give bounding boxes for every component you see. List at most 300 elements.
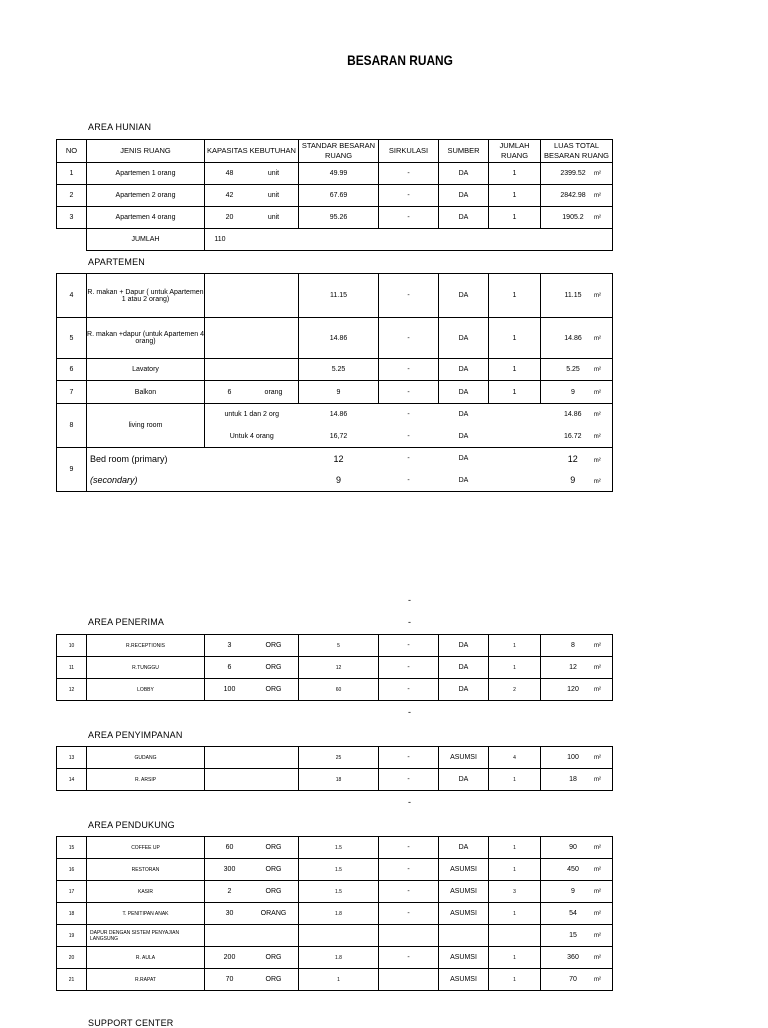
luas-value: 14.86 [563,411,582,419]
cell-sumber: DA [439,359,489,381]
cell-jumlah-label: JUMLAH [87,229,205,251]
cell-jumlah: 3 [489,881,541,903]
cell-sirkulasi: - [379,769,439,791]
cell-sumber: ASUMSI [439,969,489,991]
cell-luas [541,947,613,969]
luas-value: 8 [571,642,575,649]
header-kapasitas: KAPASITAS KEBUTUHAN [205,140,299,163]
cell-kapasitas [205,359,299,381]
cell-kapasitas [205,769,299,791]
unit-m2: m² [594,845,601,851]
dash-mark: - [408,707,411,717]
cell-luas [541,769,613,791]
cell-jenis: R. ARSIP [87,769,205,791]
cell-jumlah: 1 [489,163,541,185]
cell-no: 3 [57,207,87,229]
cell-standar: 9 [299,470,379,492]
unit-m2: m² [594,977,601,983]
cell-sumber: DA [439,381,489,404]
kapasitas-unit: unit [267,214,280,221]
table-row [57,318,613,359]
kapasitas-value: 48 [225,170,234,177]
unit-m2: m² [594,665,601,671]
luas-value: 9 [571,388,575,396]
cell-jumlah [489,426,541,448]
cell-luas [541,903,613,925]
table-row [57,359,613,381]
cell-luas [541,185,613,207]
cell-standar: 11.15 [299,274,379,318]
cell-no: 19 [57,925,87,947]
cell-kapasitas [205,274,299,318]
luas-value: 90 [569,844,577,851]
cell-standar: 1.5 [299,837,379,859]
cell-sirkulasi: - [379,881,439,903]
luas-value: 12 [567,453,578,464]
cell-kapasitas [205,635,299,657]
unit-m2: m² [594,215,601,221]
unit-m2: m² [594,911,601,917]
section-area-hunian: AREA HUNIAN [88,122,152,132]
cell-sirkulasi: - [379,381,439,404]
cell-sirkulasi: - [379,470,439,492]
cell-kapasitas [205,881,299,903]
cell-standar: 95.26 [299,207,379,229]
cell-jenis: (secondary) [87,470,299,492]
table-row [57,404,613,426]
cell-luas [541,318,613,359]
header-jenis-ruang: JENIS RUANG [87,140,205,163]
cell-standar: 9 [299,381,379,404]
cell-blank [57,229,87,251]
cell-sumber: DA [439,635,489,657]
unit-m2: m² [593,412,601,419]
dash-mark: - [408,617,411,627]
cell-sirkulasi [379,969,439,991]
cell-luas [541,359,613,381]
cell-standar: 12 [299,448,379,470]
cell-standar: 18 [299,769,379,791]
table-row [57,769,613,791]
jumlah-value: 110 [214,236,226,243]
cell-kapasitas: untuk 1 dan 2 org [205,404,299,426]
cell-sumber: DA [439,404,489,426]
cell-luas [541,635,613,657]
cell-sirkulasi: - [379,837,439,859]
cell-no: 1 [57,163,87,185]
cell-luas [541,859,613,881]
unit-m2: m² [594,687,601,693]
cell-standar: 1.8 [299,947,379,969]
cell-sumber: ASUMSI [439,881,489,903]
cell-sumber: DA [439,185,489,207]
cell-standar: 5.25 [299,359,379,381]
cell-sirkulasi: - [379,359,439,381]
cell-luas [541,381,613,404]
cell-luas [541,163,613,185]
cell-jumlah: 1 [489,318,541,359]
cell-luas [541,426,613,448]
cell-jenis: R. AULA [87,947,205,969]
cell-sumber: ASUMSI [439,859,489,881]
kapasitas-unit: ORG [265,844,282,851]
luas-value: 2399.52 [560,170,586,177]
luas-value: 14.86 [564,334,582,342]
luas-value: 450 [567,866,579,873]
luas-value: 9 [571,888,575,895]
cell-kapasitas [205,381,299,404]
luas-value: 100 [567,754,579,761]
cell-sirkulasi: - [379,859,439,881]
cell-luas [541,207,613,229]
cell-sumber: DA [439,318,489,359]
table-row [57,679,613,701]
kapasitas-value: 60 [225,844,234,851]
cell-sumber: DA [439,163,489,185]
cell-no: 17 [57,881,87,903]
cell-sirkulasi: - [379,657,439,679]
cell-no: 18 [57,903,87,925]
header-sumber: SUMBER [439,140,489,163]
cell-sumber: DA [439,679,489,701]
cell-sirkulasi: - [379,318,439,359]
cell-sumber: DA [439,448,489,470]
cell-sumber: DA [439,769,489,791]
cell-jenis: GUDANG [87,747,205,769]
table-row [57,881,613,903]
cell-jenis: R.RECEPTIONIS [87,635,205,657]
cell-standar: 60 [299,679,379,701]
cell-jenis: RESTORAN [87,859,205,881]
cell-jenis: Lavatory [87,359,205,381]
table-row [57,947,613,969]
cell-standar: 12 [299,657,379,679]
cell-jumlah [489,404,541,426]
unit-m2: m² [594,955,601,961]
cell-jumlah: 1 [489,769,541,791]
cell-luas [541,747,613,769]
cell-no: 4 [57,274,87,318]
cell-jumlah: 1 [489,207,541,229]
cell-luas [541,925,613,947]
luas-value: 16.72 [563,432,582,440]
dash-mark: - [408,797,411,807]
cell-sirkulasi: - [379,274,439,318]
cell-jumlah: 2 [489,679,541,701]
unit-m2: m² [593,433,601,440]
luas-value: 11.15 [564,292,582,299]
cell-jumlah: 1 [489,274,541,318]
luas-value: 5.25 [566,366,580,373]
table-row [57,635,613,657]
cell-sumber: DA [439,837,489,859]
section-support-center: SUPPORT CENTER [88,1018,174,1028]
kapasitas-value: 42 [225,192,234,199]
kapasitas-value: 20 [225,214,234,221]
cell-luas [541,274,613,318]
cell-jumlah: 1 [489,969,541,991]
cell-jenis: R. makan + Dapur ( untuk Apartemen 1 atau 2 orang) [87,274,205,318]
page-title: BESARAN RUANG [347,52,453,68]
unit-m2: m² [593,457,601,464]
kapasitas-unit: ORG [265,664,282,671]
cell-sumber: DA [439,426,489,448]
cell-luas [541,404,613,426]
table-area-hunian [56,139,613,251]
unit-m2: m² [594,171,601,177]
cell-sumber: ASUMSI [439,947,489,969]
cell-kapasitas [205,657,299,679]
section-area-pendukung: AREA PENDUKUNG [88,820,175,830]
luas-value: 1905.2 [562,214,584,221]
cell-standar: 16,72 [299,426,379,448]
kapasitas-value: 2 [227,888,232,895]
header-luas-total: LUAS TOTAL BESARAN RUANG [541,140,613,163]
kapasitas-unit: unit [267,192,280,199]
unit-m2: m² [593,479,601,486]
cell-jumlah: 1 [489,657,541,679]
cell-sirkulasi: - [379,635,439,657]
cell-standar: 14.86 [299,318,379,359]
kapasitas-value: 300 [223,866,236,873]
cell-luas [541,657,613,679]
cell-jenis: R.RAPAT [87,969,205,991]
cell-standar [299,925,379,947]
table-row [57,859,613,881]
table-area-pendukung [56,836,613,991]
cell-sirkulasi [379,925,439,947]
cell-standar: 14.86 [299,404,379,426]
cell-luas [541,448,613,470]
kapasitas-unit: orang [264,388,283,396]
cell-jumlah: 1 [489,635,541,657]
kapasitas-value: 6 [227,388,232,396]
cell-sumber: ASUMSI [439,747,489,769]
cell-kapasitas [205,185,299,207]
unit-m2: m² [594,293,601,299]
cell-jumlah: 1 [489,359,541,381]
luas-value: 54 [569,910,577,917]
cell-no: 11 [57,657,87,679]
luas-value: 18 [569,776,577,783]
cell-luas [541,470,613,492]
cell-kapasitas [205,318,299,359]
kapasitas-value: 70 [225,976,234,983]
cell-jumlah [489,448,541,470]
header-no: NO [57,140,87,163]
cell-no: 13 [57,747,87,769]
cell-jenis: T. PENITIPAN ANAK [87,903,205,925]
table-area-penyimpanan [56,746,613,791]
cell-sumber: DA [439,657,489,679]
cell-jumlah: 1 [489,381,541,404]
unit-m2: m² [594,193,601,199]
cell-standar: 1.8 [299,903,379,925]
cell-standar: 1.5 [299,881,379,903]
cell-standar: 49.99 [299,163,379,185]
luas-value: 120 [567,686,579,693]
cell-no: 9 [57,448,87,492]
cell-standar: 67.69 [299,185,379,207]
header-sirkulasi: SIRKULASI [379,140,439,163]
kapasitas-unit: unit [267,170,280,177]
cell-kapasitas [205,837,299,859]
kapasitas-unit: ORG [265,954,282,961]
table-row [57,969,613,991]
cell-jumlah: 1 [489,859,541,881]
cell-kapasitas [205,859,299,881]
cell-jumlah: 1 [489,903,541,925]
kapasitas-unit: ORG [265,642,282,649]
cell-no: 12 [57,679,87,701]
cell-kapasitas [205,947,299,969]
cell-jumlah [489,470,541,492]
header-standar: STANDAR BESARAN RUANG [299,140,379,163]
cell-no: 15 [57,837,87,859]
unit-m2: m² [594,777,601,783]
cell-sirkulasi: - [379,947,439,969]
luas-value: 2842.98 [560,192,586,199]
cell-jenis: DAPUR DENGAN SISTEM PENYAJIAN LANGSUNG [87,925,205,947]
cell-no: 16 [57,859,87,881]
section-apartemen: APARTEMEN [88,257,145,267]
cell-no: 10 [57,635,87,657]
kapasitas-value: 6 [227,664,232,671]
luas-value: 12 [569,664,577,671]
cell-sirkulasi: - [379,903,439,925]
cell-jenis: COFFEE UP [87,837,205,859]
unit-m2: m² [594,933,601,939]
cell-no: 7 [57,381,87,404]
cell-sirkulasi: - [379,448,439,470]
table-row [57,837,613,859]
cell-luas [541,969,613,991]
kapasitas-value: 3 [227,642,232,649]
table-row [57,470,613,492]
cell-sirkulasi: - [379,426,439,448]
cell-jumlah: 1 [489,837,541,859]
cell-standar: 1.5 [299,859,379,881]
cell-standar: 1 [299,969,379,991]
unit-m2: m² [594,389,601,396]
luas-value: 9 [570,475,576,486]
cell-sirkulasi: - [379,679,439,701]
cell-jenis: R. makan +dapur (untuk Apartemen 4 orang) [87,318,205,359]
table-row [57,274,613,318]
table-row-total [57,229,613,251]
unit-m2: m² [594,867,601,873]
cell-kapasitas [205,679,299,701]
table-row [57,448,613,470]
cell-sumber: DA [439,274,489,318]
cell-no: 6 [57,359,87,381]
unit-m2: m² [594,367,601,373]
cell-no: 21 [57,969,87,991]
cell-sirkulasi: - [379,747,439,769]
luas-value: 70 [569,976,577,983]
cell-no: 8 [57,404,87,448]
table-row [57,185,613,207]
cell-no: 14 [57,769,87,791]
cell-jenis: R.TUNGGU [87,657,205,679]
luas-value: 360 [567,954,579,961]
table-apartemen [56,273,613,492]
cell-jumlah-value [205,229,613,251]
cell-kapasitas: Untuk 4 orang [205,426,299,448]
kapasitas-unit: ORG [265,888,282,895]
cell-jenis: living room [87,404,205,448]
cell-kapasitas [205,747,299,769]
cell-luas [541,881,613,903]
cell-sirkulasi: - [379,163,439,185]
cell-kapasitas [205,207,299,229]
cell-jenis: KASIR [87,881,205,903]
kapasitas-value: 200 [223,954,236,961]
cell-standar: 25 [299,747,379,769]
cell-jenis: Apartemen 1 orang [87,163,205,185]
cell-sumber: DA [439,470,489,492]
cell-kapasitas [205,969,299,991]
section-area-penyimpanan: AREA PENYIMPANAN [88,730,183,740]
kapasitas-value: 100 [223,686,236,693]
cell-sumber [439,925,489,947]
kapasitas-unit: ORG [265,866,282,873]
cell-jenis: Apartemen 4 orang [87,207,205,229]
cell-kapasitas [205,903,299,925]
cell-luas [541,837,613,859]
cell-jenis: Apartemen 2 orang [87,185,205,207]
cell-sumber: DA [439,207,489,229]
cell-standar: 5 [299,635,379,657]
cell-sumber: ASUMSI [439,903,489,925]
table-row [57,657,613,679]
section-area-penerima: AREA PENERIMA [88,617,165,627]
cell-jenis: LOBBY [87,679,205,701]
unit-m2: m² [594,335,601,342]
unit-m2: m² [594,755,601,761]
cell-luas [541,679,613,701]
unit-m2: m² [594,643,601,649]
kapasitas-unit: ORANG [260,910,287,917]
cell-jumlah: 1 [489,947,541,969]
table-row [57,903,613,925]
table-area-penerima [56,634,613,701]
cell-kapasitas [205,925,299,947]
cell-sirkulasi: - [379,185,439,207]
table-row [57,207,613,229]
cell-sirkulasi: - [379,404,439,426]
luas-value: 15 [569,932,577,939]
cell-jumlah: 4 [489,747,541,769]
table-row [57,925,613,947]
kapasitas-unit: ORG [265,976,282,983]
cell-kapasitas [205,163,299,185]
unit-m2: m² [594,889,601,895]
cell-no: 20 [57,947,87,969]
table-row [57,747,613,769]
table-row [57,381,613,404]
cell-jumlah: 1 [489,185,541,207]
kapasitas-unit: ORG [265,686,282,693]
cell-jenis: Balkon [87,381,205,404]
kapasitas-value: 30 [225,910,234,917]
cell-no: 2 [57,185,87,207]
cell-no: 5 [57,318,87,359]
table-row [57,163,613,185]
dash-mark: - [408,595,411,605]
cell-jenis: Bed room (primary) [87,448,299,470]
header-jumlah: JUMLAH RUANG [489,140,541,163]
